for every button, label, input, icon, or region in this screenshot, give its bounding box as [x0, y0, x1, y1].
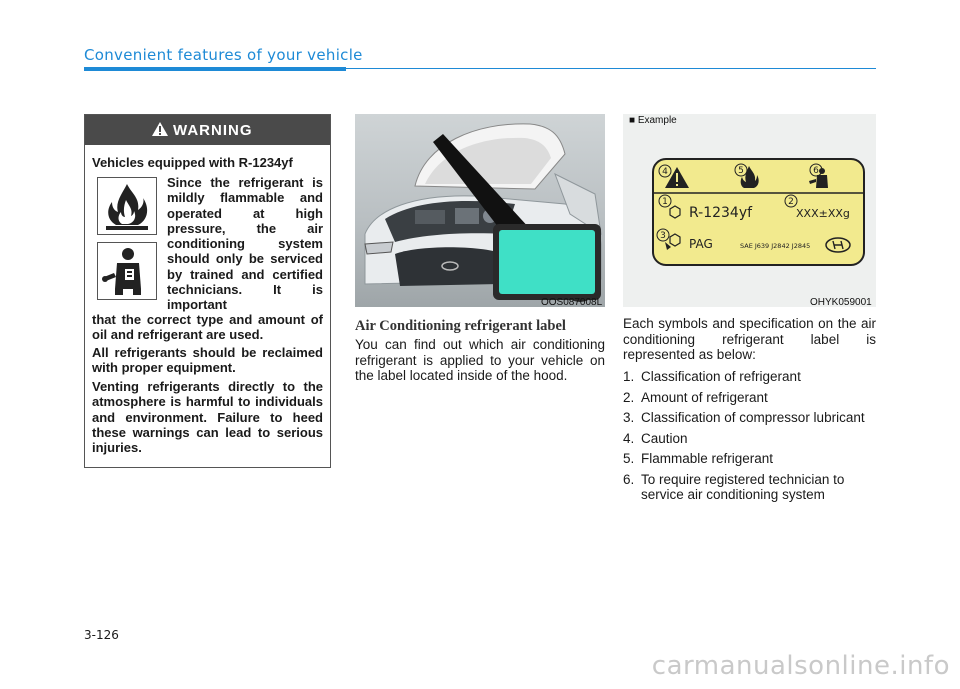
- num-6: 6: [813, 166, 819, 176]
- num-2: 2: [788, 197, 794, 207]
- section-header: Convenient features of your vehicle: [84, 46, 363, 64]
- lubricant-type: PAG: [689, 237, 713, 251]
- num-3: 3: [660, 231, 666, 241]
- num-1: 1: [662, 197, 668, 207]
- list-item: 2. Amount of refrigerant: [623, 389, 768, 405]
- list-item: 5. Flammable refrigerant: [623, 451, 774, 466]
- refrigerant-label-image: [623, 114, 876, 307]
- example-tag: ■ Example: [629, 115, 677, 126]
- section-title: Air Conditioning refrigerant label: [355, 318, 566, 334]
- header-rule-thin: [346, 68, 876, 69]
- sae-standards: SAE J639 J2842 J2845: [740, 242, 811, 250]
- page-number: 3-126: [84, 628, 119, 642]
- header-rule-thick: [84, 67, 346, 71]
- warning-para-3: Venting refrigerants directly to the atmosphere is harmful to individuals and environment. Failure to heed these warnings can lead to serious injuries.: [92, 379, 323, 456]
- refrigerant-amount: XXX±XXg: [796, 207, 850, 220]
- warning-subheading: Vehicles equipped with R-1234yf: [92, 155, 293, 170]
- num-5: 5: [738, 166, 744, 176]
- technician-icon: [97, 242, 157, 300]
- figure-caption-left: OOS087008L: [541, 297, 603, 308]
- description-intro: Each symbols and specification on the air conditioning refrigerant label is represented as below:: [623, 316, 876, 362]
- list-item: 4. Caution: [623, 430, 688, 446]
- refrigerant-type: R-1234yf: [689, 205, 753, 221]
- warning-box: [84, 114, 331, 468]
- watermark: carmanualsonline.info: [651, 651, 950, 681]
- warning-text-wrapped: Since the refrigerant is mildly flammable and operated at high pressure, the air conditioning system should only be serviced by trained and certified technicians. It is important: [167, 175, 323, 313]
- flame-icon: [97, 177, 157, 235]
- list-item: 6. To require registered technician to service air conditioning system: [623, 471, 845, 502]
- warning-heading: WARNING: [173, 122, 253, 139]
- car-hood-image: [355, 114, 605, 307]
- description-list: [623, 369, 876, 508]
- warning-header: [85, 115, 330, 145]
- warning-text-continued: that the correct type and amount of oil and refrigerant are used.: [92, 312, 323, 343]
- list-item: 3. Classification of compressor lubricant: [623, 410, 865, 425]
- warning-para-2: All refrigerants should be reclaimed with proper equipment.: [92, 345, 323, 376]
- num-4: 4: [662, 167, 668, 177]
- list-item: 1. Classification of refrigerant: [623, 369, 801, 384]
- figure-caption-right: OHYK059001: [810, 297, 872, 308]
- warning-triangle-icon: [151, 121, 169, 137]
- section-body: You can find out which air conditioning refrigerant is applied to your vehicle on the label located inside of the hood.: [355, 337, 605, 383]
